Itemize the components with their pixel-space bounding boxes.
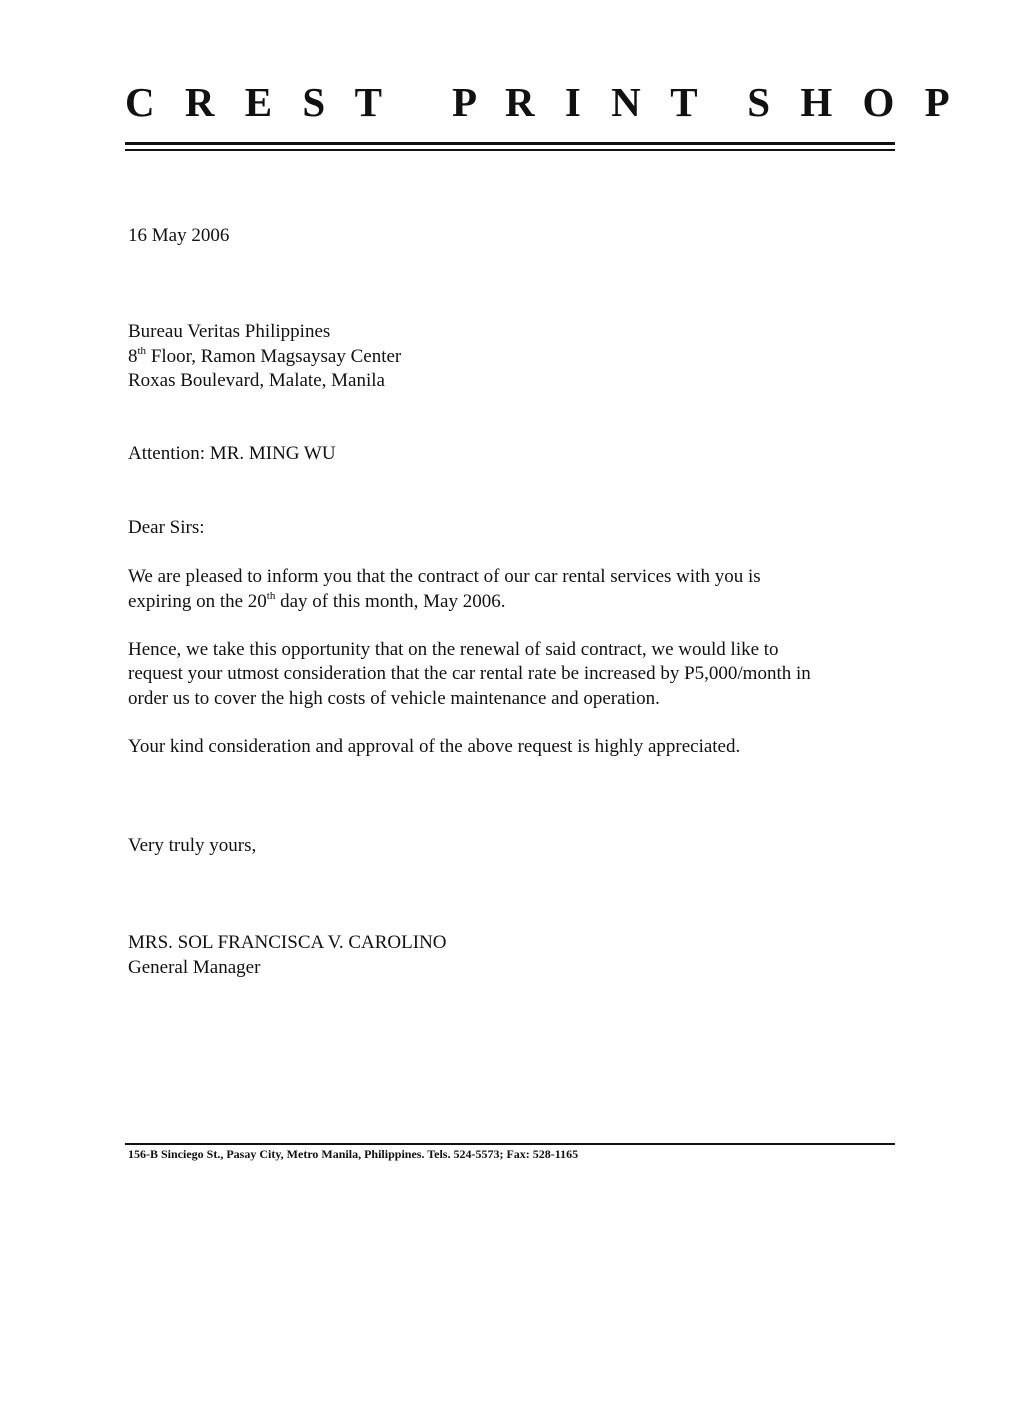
paragraph-1-line-2-start: expiring on the 20 (128, 591, 267, 612)
paragraph-1-line-2-end: day of this month, May 2006. (275, 591, 506, 612)
recipient-address-line-1 (128, 345, 401, 370)
floor-ordinal-suffix: th (137, 344, 147, 357)
day-ordinal-suffix: th (266, 589, 276, 602)
paragraph-1-line-2 (128, 590, 505, 615)
footer-address: 156-B Sinciego St., Pasay City, Metro Manila, Philippines. Tels. 524-5573; Fax: 528-1165 (128, 1147, 579, 1161)
paragraph-2-line-3: order us to cover the high costs of vehicle maintenance and operation. (128, 688, 660, 709)
letter-date: 16 May 2006 (128, 225, 230, 246)
paragraph-3-line-1: Your kind consideration and approval of the above request is highly appreciated. (128, 736, 741, 757)
recipient-name: Bureau Veritas Philippines (128, 321, 331, 342)
footer-rule (125, 1143, 895, 1145)
recipient-address-line-2: Roxas Boulevard, Malate, Manila (128, 370, 385, 391)
salutation: Dear Sirs: (128, 517, 205, 538)
paragraph-2-line-1: Hence, we take this opportunity that on the renewal of said contract, we would like to (128, 639, 779, 660)
signatory-name: MRS. SOL FRANCISCA V. CAROLINO (128, 932, 447, 953)
attention-line: Attention: MR. MING WU (128, 443, 336, 464)
letterhead-rule-thin (125, 149, 895, 151)
signatory-title: General Manager (128, 957, 261, 978)
closing: Very truly yours, (128, 835, 257, 856)
paragraph-1-line-1: We are pleased to inform you that the contract of our car rental services with you is (128, 566, 761, 587)
floor-number: 8 (128, 346, 138, 367)
paragraph-2-line-2: request your utmost consideration that the car rental rate be increased by P5,000/month in (128, 663, 811, 684)
company-name-heading: C R E S T P R I N T S H O P (125, 79, 960, 125)
letterhead-rule-thick (125, 142, 895, 145)
floor-building: Floor, Ramon Magsaysay Center (146, 346, 402, 367)
